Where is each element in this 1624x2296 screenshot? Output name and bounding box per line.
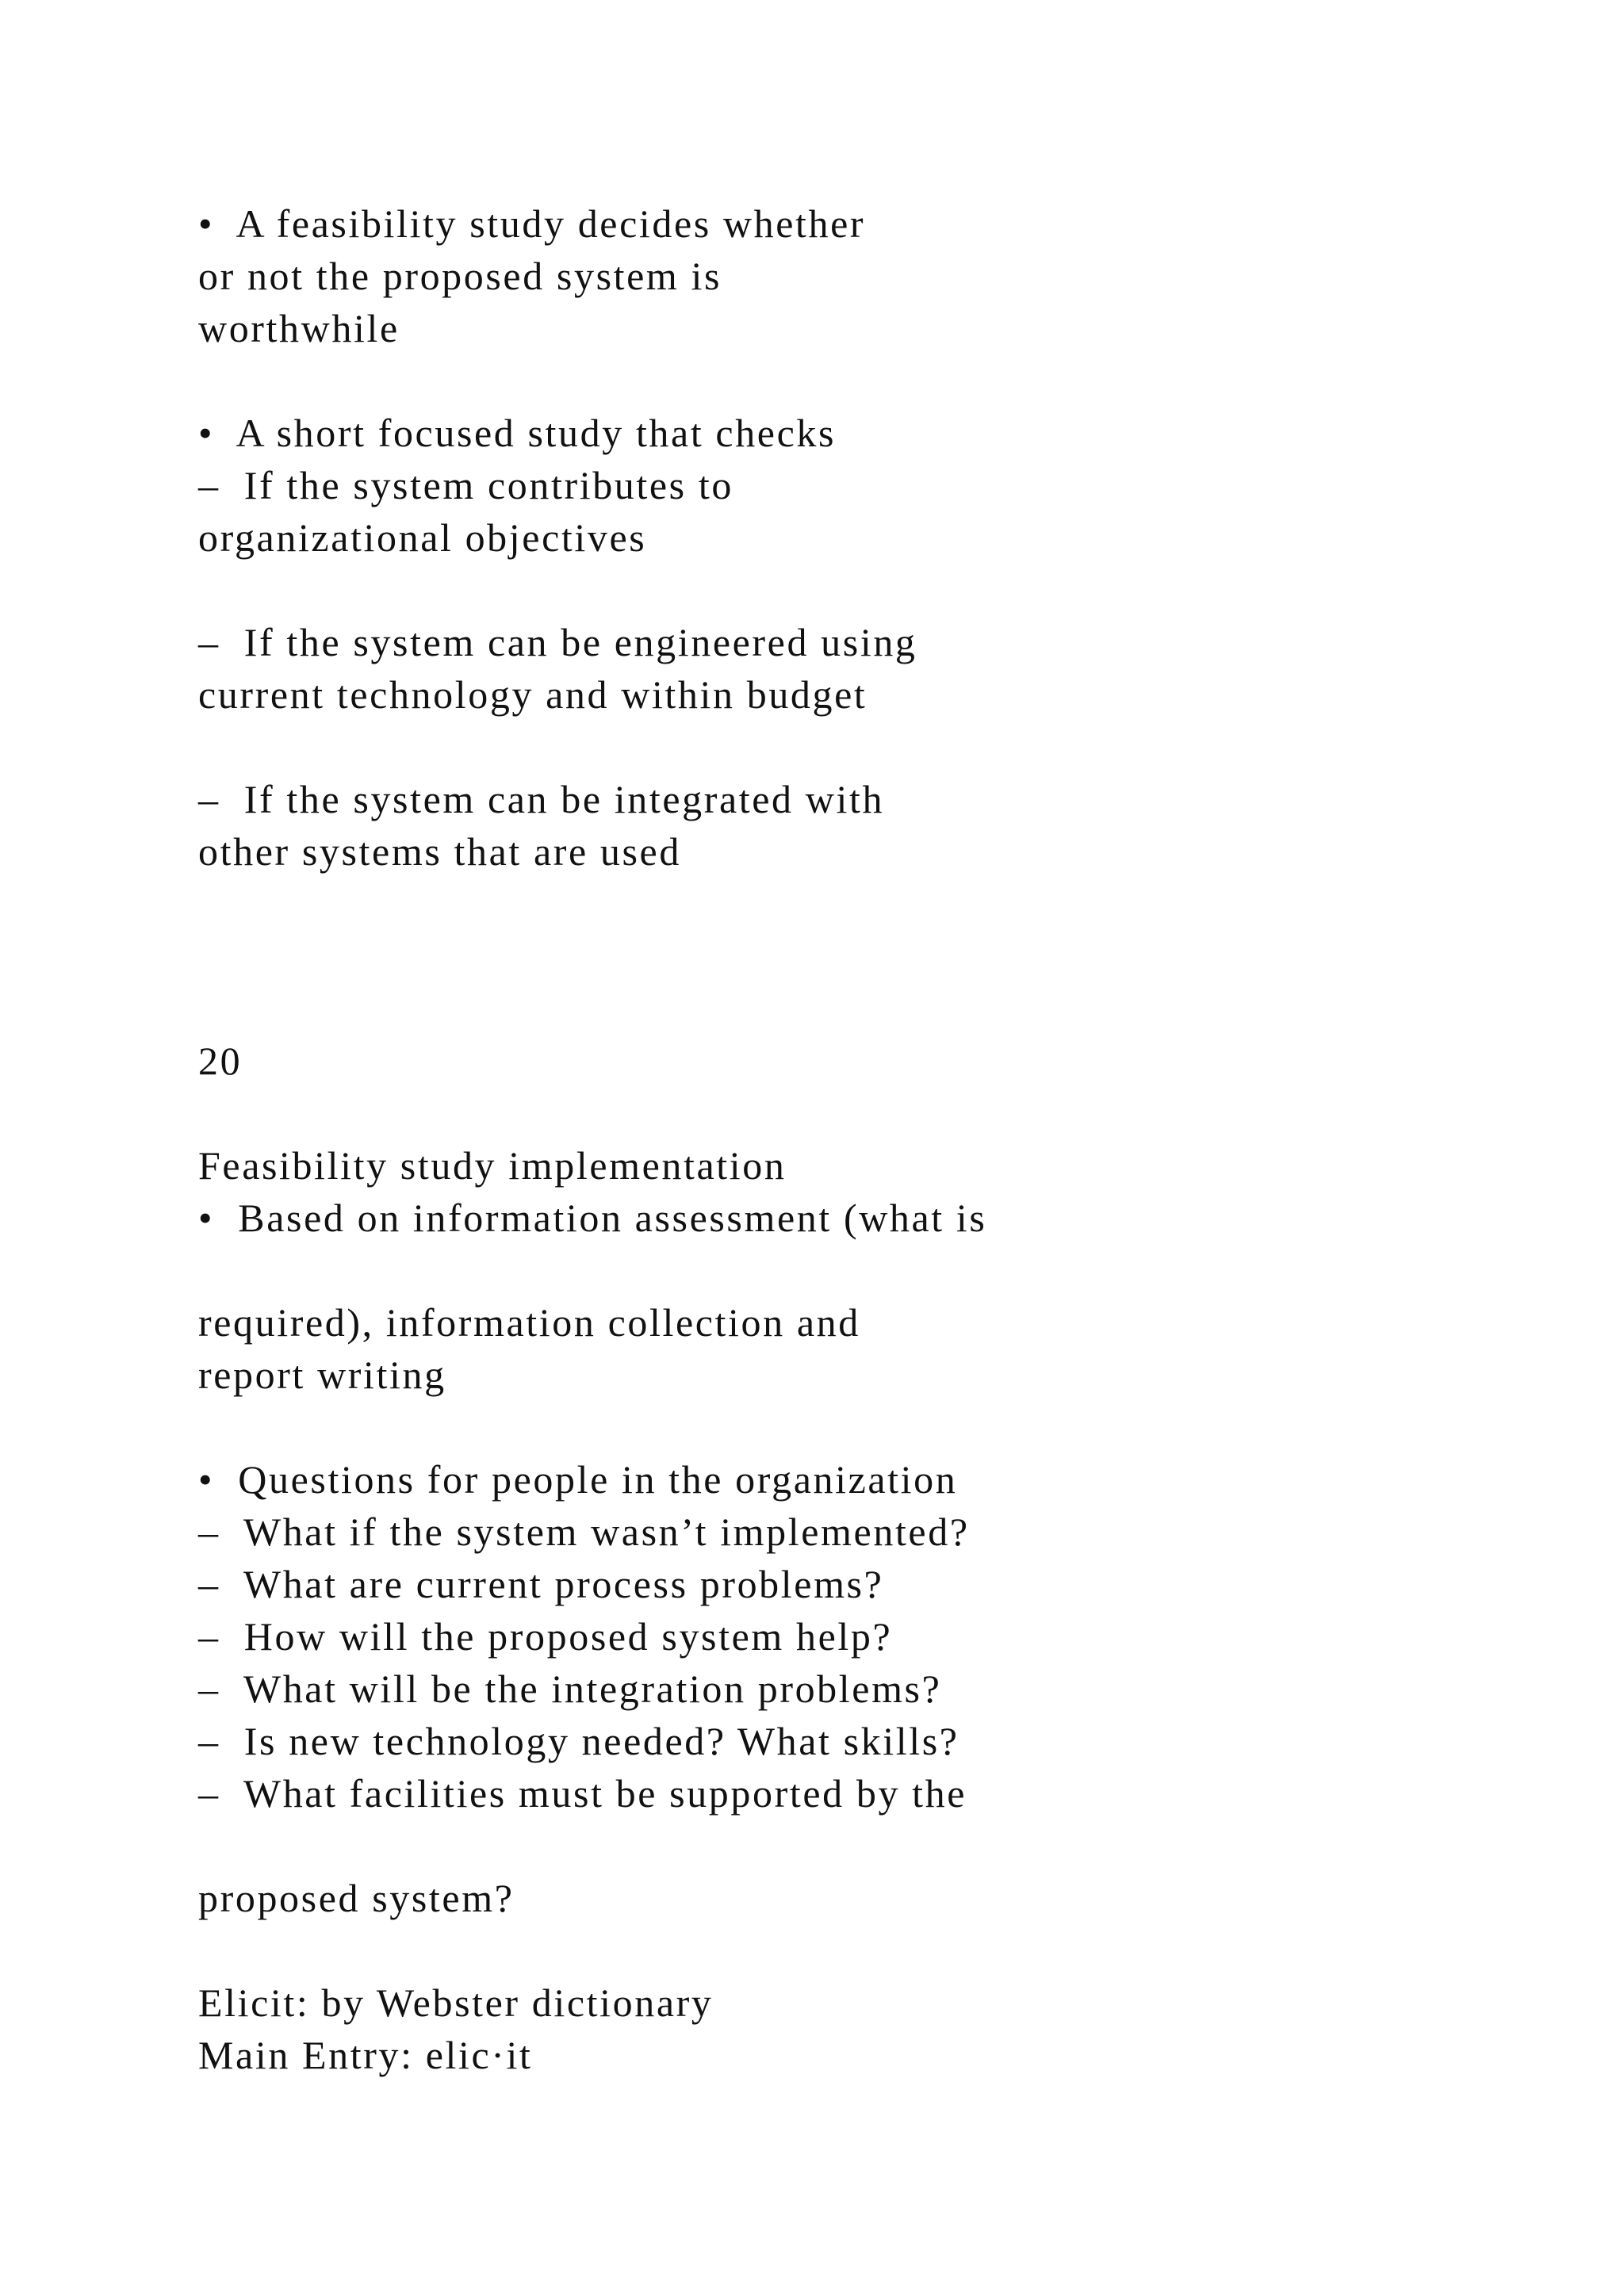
- text-line: – How will the proposed system help?: [198, 1614, 893, 1659]
- text-line: or not the proposed system is: [198, 254, 722, 298]
- text-line: • A feasibility study decides whether: [198, 201, 866, 246]
- text-line: current technology and within budget: [198, 672, 868, 717]
- text-line: – If the system can be engineered using: [198, 620, 917, 664]
- text-line: – If the system contributes to: [198, 463, 733, 507]
- text-line: – What are current process problems?: [198, 1562, 884, 1606]
- text-line: – What facilities must be supported by the: [198, 1771, 967, 1816]
- text-line: Elicit: by Webster dictionary: [198, 1980, 714, 2025]
- text-line: • Questions for people in the organization: [198, 1457, 958, 1502]
- text-line: – What if the system wasn’t implemented?: [198, 1510, 970, 1554]
- text-line: other systems that are used: [198, 829, 681, 874]
- text-line: worthwhile: [198, 306, 400, 350]
- section-heading: Feasibility study implementation: [198, 1143, 787, 1188]
- text-line: – What will be the integration problems?: [198, 1667, 942, 1711]
- text-line: • Based on information assessment (what is: [198, 1196, 987, 1240]
- text-line: Main Entry: elic·it: [198, 2033, 533, 2077]
- text-line: organizational objectives: [198, 515, 647, 560]
- text-line: required), information collection and: [198, 1300, 860, 1345]
- text-line: • A short focused study that checks: [198, 411, 837, 455]
- text-line: report writing: [198, 1353, 446, 1397]
- text-line: – If the system can be integrated with: [198, 777, 885, 821]
- text-line: – Is new technology needed? What skills?: [198, 1719, 959, 1763]
- page-number: 20: [198, 1039, 243, 1083]
- text-line: proposed system?: [198, 1876, 515, 1920]
